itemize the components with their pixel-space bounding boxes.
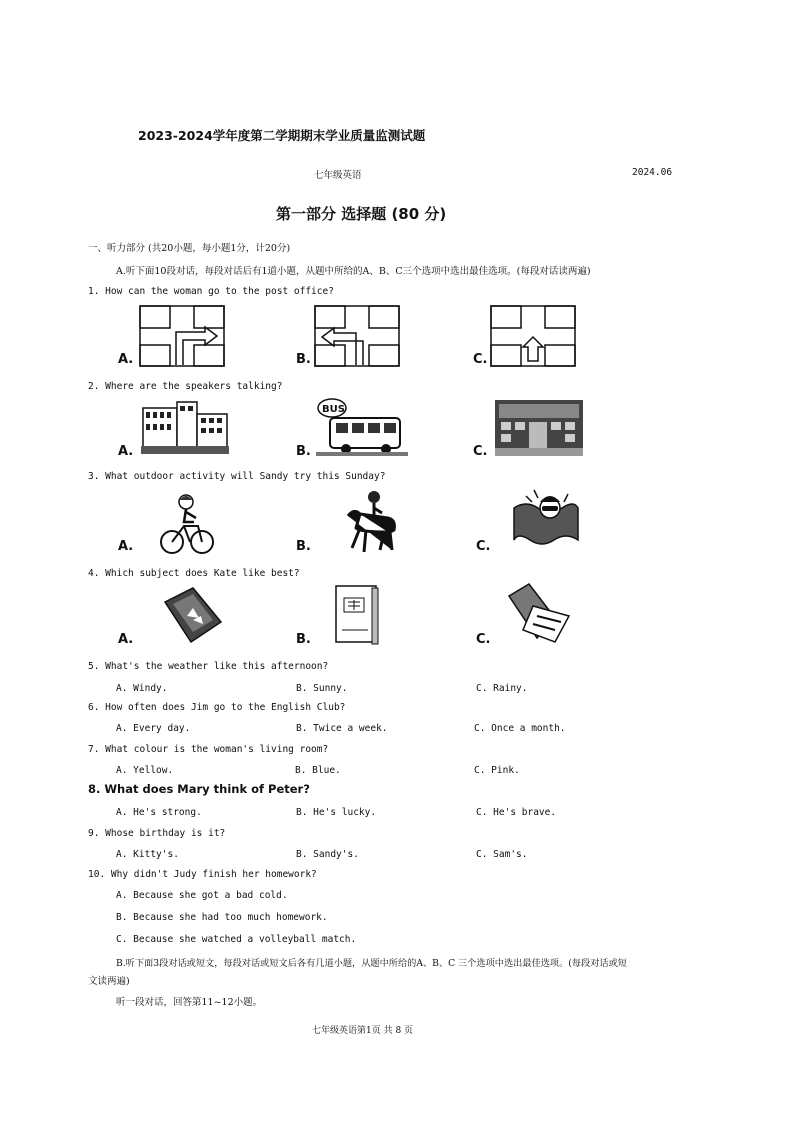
q6-option-b[interactable]: B. Twice a week. — [296, 723, 388, 734]
supermarket-icon — [495, 400, 583, 456]
q7-option-b[interactable]: B. Blue. — [295, 765, 341, 776]
cycling-icon — [160, 492, 214, 556]
bus-icon — [316, 398, 408, 458]
q2-option-a[interactable]: A. — [118, 444, 134, 459]
question-7: 7. What colour is the woman's living room? — [88, 744, 329, 755]
q7-option-c[interactable]: C. Pink. — [474, 765, 520, 776]
q2-option-b[interactable]: B. — [296, 444, 311, 459]
question-3: 3. What outdoor activity will Sandy try this Sunday? — [88, 471, 386, 482]
q3-option-a[interactable]: A. — [118, 539, 134, 554]
part-heading: 第一部分 选择题 (80 分) — [276, 205, 447, 223]
q10-option-b[interactable]: B. Because she had too much homework. — [116, 912, 328, 923]
q4-option-b[interactable]: B. — [296, 632, 311, 647]
map-left-arrow-icon — [314, 305, 400, 367]
instruction-b-line2: 文读两遍) — [88, 976, 130, 987]
q6-option-c[interactable]: C. Once a month. — [474, 723, 566, 734]
q10-option-a[interactable]: A. Because she got a bad cold. — [116, 890, 288, 901]
english-book-icon — [503, 582, 573, 644]
q8-option-a[interactable]: A. He's strong. — [116, 807, 202, 818]
question-2: 2. Where are the speakers talking? — [88, 381, 283, 392]
exam-title: 2023-2024学年度第二学期期末学业质量监测试题 — [138, 128, 426, 143]
listening-heading: 一、听力部分 (共20小题，每小题1分，计20分) — [88, 243, 291, 254]
question-6: 6. How often does Jim go to the English Club? — [88, 702, 346, 713]
swimming-icon — [512, 488, 580, 546]
q9-option-a[interactable]: A. Kitty's. — [116, 849, 179, 860]
q5-option-b[interactable]: B. Sunny. — [296, 683, 348, 694]
q10-option-c[interactable]: C. Because she watched a volleyball match. — [116, 934, 357, 945]
listen-instruction: 听一段对话，回答第11~12小题。 — [116, 997, 263, 1008]
horse-riding-icon — [340, 488, 404, 558]
q2-option-c[interactable]: C. — [473, 444, 488, 459]
instruction-a: A.听下面10段对话，每段对话后有1道小题，从题中所给的A、B、C三个选项中选出最佳选项。(每段对话读两遍) — [116, 266, 591, 277]
q9-option-b[interactable]: B. Sandy's. — [296, 849, 359, 860]
question-9: 9. Whose birthday is it? — [88, 828, 226, 839]
svg-text:BUS: BUS — [322, 404, 345, 415]
q5-option-c[interactable]: C. Rainy. — [476, 683, 528, 694]
question-1: 1. How can the woman go to the post office? — [88, 286, 334, 297]
math-book-icon — [163, 586, 223, 644]
q8-option-c[interactable]: C. He's brave. — [476, 807, 557, 818]
question-4: 4. Which subject does Kate like best? — [88, 568, 300, 579]
q1-option-a[interactable]: A. — [118, 352, 134, 367]
q6-option-a[interactable]: A. Every day. — [116, 723, 191, 734]
q7-option-a[interactable]: A. Yellow. — [116, 765, 174, 776]
map-right-arrow-icon — [139, 305, 225, 367]
q3-option-b[interactable]: B. — [296, 539, 311, 554]
question-10: 10. Why didn't Judy finish her homework? — [88, 869, 317, 880]
q5-option-a[interactable]: A. Windy. — [116, 683, 168, 694]
question-5: 5. What's the weather like this afternoon? — [88, 661, 329, 672]
page-footer: 七年级英语第1页 共 8 页 — [312, 1026, 414, 1036]
q4-option-a[interactable]: A. — [118, 632, 134, 647]
q3-option-c[interactable]: C. — [476, 539, 491, 554]
q4-option-c[interactable]: C. — [476, 632, 491, 647]
q1-option-b[interactable]: B. — [296, 352, 311, 367]
question-8: 8. What does Mary think of Peter? — [88, 782, 310, 796]
map-up-arrow-icon — [490, 305, 576, 367]
subject-label: 七年级英语 — [314, 170, 362, 181]
q9-option-c[interactable]: C. Sam's. — [476, 849, 528, 860]
q1-option-c[interactable]: C. — [473, 352, 488, 367]
school-building-icon — [141, 400, 229, 456]
q8-option-b[interactable]: B. He's lucky. — [296, 807, 377, 818]
chinese-book-icon — [334, 584, 380, 646]
instruction-b-line1: B.听下面3段对话或短文，每段对话或短文后各有几道小题，从题中所给的A、B、C 三个选项中选出最佳选项。(每段对话或短 — [116, 958, 627, 969]
exam-date: 2024.06 — [632, 167, 673, 178]
